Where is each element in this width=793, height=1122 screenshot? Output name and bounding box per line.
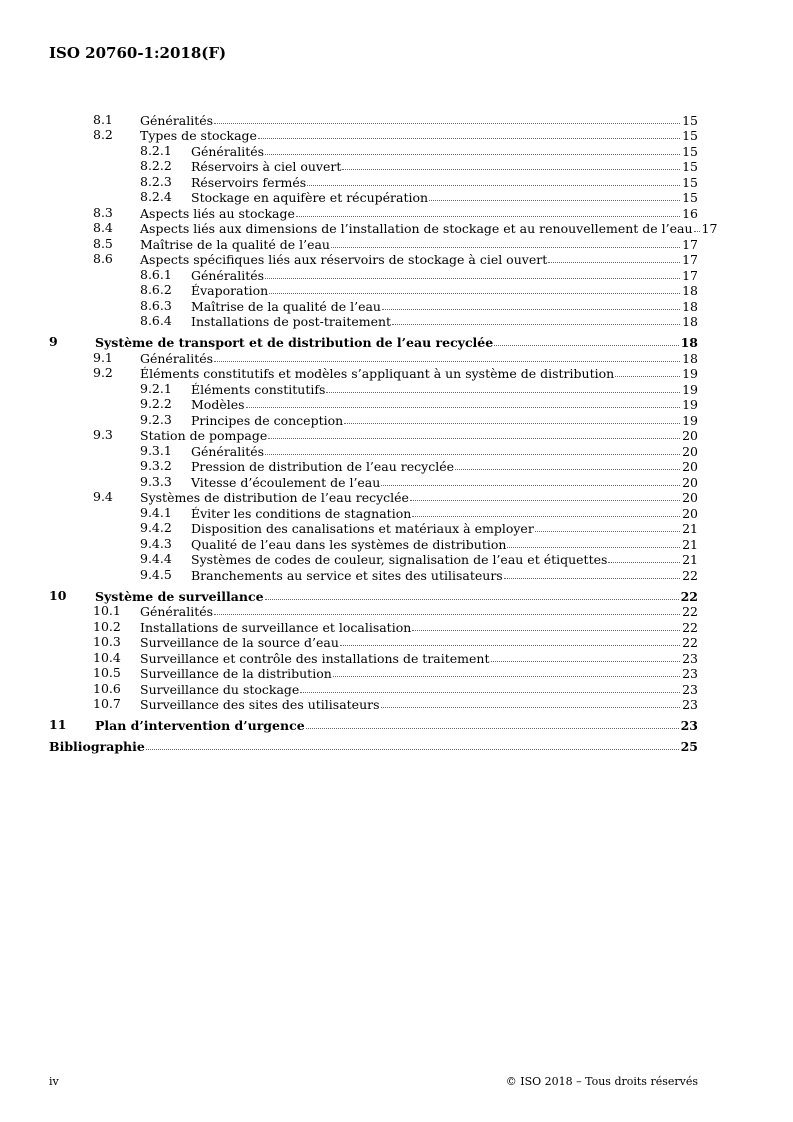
toc-entry-page: 20: [682, 459, 698, 474]
toc-entry-number: 9.2: [93, 365, 113, 380]
toc-entry-number: 9.2.2: [140, 396, 172, 411]
toc-entry-page: 25: [680, 739, 698, 754]
toc-entry-number: 8.6: [93, 251, 113, 266]
toc-entry-number: 8.6.2: [140, 282, 172, 297]
toc-leader-dots: [455, 469, 680, 470]
toc-entry[interactable]: [49, 428, 698, 444]
toc-entry-title: Système de transport et de distribution de l’eau recyclée: [95, 335, 494, 350]
toc-entry[interactable]: [49, 650, 698, 666]
toc-entry[interactable]: [49, 366, 698, 382]
toc-entry-page: 19: [682, 397, 698, 412]
toc-entry-page: 22: [682, 635, 698, 650]
toc-entry-page: 23: [682, 681, 698, 697]
toc-entry-number: 8.2: [93, 127, 113, 142]
toc-entry-number: 10.3: [93, 634, 121, 649]
toc-entry-number: 9.4.3: [140, 535, 172, 551]
toc-entry-page: 22: [682, 604, 698, 619]
toc-entry-number: 9.1: [93, 349, 113, 365]
toc-entry-page: 16: [682, 205, 698, 221]
toc-leader-dots: [333, 676, 680, 677]
toc-entry-number: 9: [49, 334, 58, 349]
toc-entry-title: Surveillance du stockage: [140, 681, 300, 697]
toc-entry-number: 8.6.1: [140, 266, 172, 282]
toc-entry-number: 8.1: [93, 111, 113, 127]
toc-entry-number: 8.6.4: [140, 313, 172, 328]
toc-entry-page: 22: [682, 619, 698, 635]
toc-entry-page: 19: [682, 381, 698, 397]
toc-entry-page: 18: [680, 335, 698, 350]
toc-entry-page: 23: [682, 697, 698, 712]
toc-entry-number: 9.4.1: [140, 504, 172, 520]
toc-entry-title: Installations de post-traitement: [191, 314, 392, 329]
toc-entry[interactable]: [49, 666, 698, 682]
toc-entry-number: 9.3.1: [140, 442, 172, 458]
toc-entry-title: Généralités: [191, 267, 265, 283]
toc-entry-number: 9.4.4: [140, 551, 172, 566]
toc-entry-page: 19: [682, 412, 698, 428]
toc-leader-dots: [146, 749, 679, 750]
toc-leader-dots: [507, 547, 680, 548]
toc-leader-dots: [258, 138, 680, 139]
toc-entry[interactable]: [49, 252, 698, 268]
toc-entry-title: Qualité de l’eau dans les systèmes de distribution: [191, 536, 507, 552]
toc-leader-dots: [381, 707, 681, 708]
toc-leader-dots: [548, 262, 680, 263]
toc-entry[interactable]: [49, 505, 698, 521]
toc-entry[interactable]: [49, 635, 698, 651]
toc-entry-page: 18: [682, 283, 698, 298]
toc-entry-number: 9.2.1: [140, 380, 172, 396]
toc-entry[interactable]: [49, 697, 698, 713]
toc-entry-title: Types de stockage: [140, 128, 257, 143]
toc-leader-dots: [392, 324, 680, 325]
toc-entry-title: Maîtrise de la qualité de l’eau: [140, 236, 330, 252]
toc-leader-dots: [412, 516, 680, 517]
toc-leader-dots: [340, 645, 680, 646]
toc-entry-number: 9.3.2: [140, 458, 172, 473]
toc-entry-number: 9.3: [93, 427, 113, 442]
toc-entry-page: 18: [682, 298, 698, 314]
toc-entry-page: 22: [680, 588, 698, 604]
toc-entry-title: Surveillance des sites des utilisateurs: [140, 697, 380, 712]
toc-entry[interactable]: [49, 490, 698, 506]
toc-entry[interactable]: [49, 619, 698, 635]
toc-entry-title: Généralités: [140, 350, 214, 366]
toc-entry-title: Éléments constitutifs: [191, 381, 326, 397]
toc-entry-page: 21: [682, 552, 698, 567]
toc-entry-page: 20: [682, 505, 698, 521]
toc-leader-dots: [296, 216, 680, 217]
toc-entry-title: Réservoirs fermés: [191, 174, 307, 190]
toc-leader-dots: [307, 185, 680, 186]
toc-entry-page: 23: [682, 650, 698, 666]
toc-entry-number: 10.4: [93, 649, 121, 665]
toc-leader-dots: [300, 692, 680, 693]
toc-leader-dots: [331, 247, 680, 248]
toc-entry[interactable]: [49, 717, 698, 733]
toc-entry-number: 8.2.3: [140, 173, 172, 189]
toc-entry-page: 15: [682, 112, 698, 128]
toc-entry-title: Stockage en aquifère et récupération: [191, 190, 429, 205]
toc-entry-page: 23: [682, 666, 698, 681]
toc-entry-number: 8.3: [93, 204, 113, 220]
toc-entry[interactable]: [49, 267, 698, 283]
toc-leader-dots: [269, 293, 680, 294]
toc-entry-title: Généralités: [191, 143, 265, 159]
toc-entry[interactable]: [49, 604, 698, 620]
toc-entry-title: Systèmes de distribution de l’eau recyclée: [140, 490, 409, 505]
toc-entry-page: 17: [701, 221, 718, 236]
toc-entry-page: 17: [682, 252, 698, 267]
toc-entry-page: 15: [682, 143, 698, 159]
toc-entry-number: 9.2.3: [140, 411, 172, 427]
toc-entry-title: Réservoirs à ciel ouvert: [191, 159, 342, 174]
toc-leader-dots: [306, 728, 679, 729]
toc-entry-number: 10.6: [93, 680, 121, 696]
toc-entry[interactable]: [49, 738, 698, 754]
toc-leader-dots: [214, 614, 680, 615]
toc-entry-title: Généralités: [140, 112, 214, 128]
toc-leader-dots: [412, 630, 680, 631]
toc-entry-page: 18: [682, 350, 698, 366]
toc-entry-title: Surveillance de la source d’eau: [140, 635, 339, 650]
toc-entry-number: 9.3.3: [140, 473, 172, 489]
toc-entry-page: 21: [682, 536, 698, 552]
footer-copyright: © ISO 2018 – Tous droits réservés: [505, 1075, 698, 1088]
toc-leader-dots: [268, 438, 680, 439]
toc-entry-title: Bibliographie: [49, 739, 145, 754]
toc-entry-title: Branchements au service et sites des utilisateurs: [191, 567, 503, 583]
toc-entry-number: 8.4: [93, 220, 113, 235]
toc-entry-page: 22: [682, 567, 698, 583]
toc-entry-number: 8.2.2: [140, 158, 172, 173]
toc-entry-number: 9.4.2: [140, 520, 172, 535]
toc-entry-title: Disposition des canalisations et matériaux à employer: [191, 521, 534, 536]
toc-entry[interactable]: [49, 190, 698, 206]
table-of-contents: [49, 111, 718, 754]
toc-leader-dots: [342, 169, 680, 170]
toc-entry-page: 20: [682, 474, 698, 490]
toc-leader-dots: [535, 531, 680, 532]
toc-entry[interactable]: [49, 283, 698, 299]
toc-leader-dots: [381, 485, 680, 486]
toc-entry-page: 18: [682, 314, 698, 329]
toc-entry-page: 21: [682, 521, 698, 536]
toc-entry-number: 11: [49, 717, 67, 732]
toc-entry-title: Aspects liés aux dimensions de l’installation de stockage et au renouvellement de l’eau: [140, 221, 693, 236]
toc-entry-number: 8.2.4: [140, 189, 172, 204]
toc-entry-number: 10.5: [93, 665, 121, 680]
toc-entry[interactable]: [49, 567, 698, 583]
toc-entry-page: 20: [682, 490, 698, 505]
toc-entry[interactable]: [49, 552, 698, 568]
toc-entry[interactable]: [49, 474, 698, 490]
toc-entry[interactable]: [49, 397, 698, 413]
toc-entry-title: Généralités: [191, 443, 265, 459]
toc-leader-dots: [608, 562, 680, 563]
toc-entry[interactable]: [49, 298, 698, 314]
toc-leader-dots: [344, 423, 680, 424]
toc-entry[interactable]: [49, 314, 698, 330]
toc-entry-page: 20: [682, 428, 698, 443]
toc-leader-dots: [265, 454, 680, 455]
toc-entry-page: 17: [682, 236, 698, 252]
toc-entry[interactable]: [49, 350, 698, 366]
toc-entry-title: Plan d’intervention d’urgence: [95, 718, 305, 733]
toc-entry[interactable]: [49, 459, 698, 475]
toc-entry-title: Généralités: [140, 604, 214, 619]
toc-leader-dots: [265, 599, 679, 600]
toc-entry-title: Éviter les conditions de stagnation: [191, 505, 412, 521]
toc-entry-title: Vitesse d’écoulement de l’eau: [191, 474, 381, 490]
toc-entry-number: 8.5: [93, 235, 113, 251]
toc-entry-title: Surveillance et contrôle des installations de traitement: [140, 650, 490, 666]
toc-entry[interactable]: [49, 205, 698, 221]
toc-entry-title: Aspects liés au stockage: [140, 205, 295, 221]
toc-entry[interactable]: [49, 112, 698, 128]
toc-entry[interactable]: [49, 536, 698, 552]
toc-entry-page: 15: [682, 128, 698, 143]
toc-entry[interactable]: [49, 334, 698, 350]
toc-entry-title: Évaporation: [191, 283, 269, 298]
toc-leader-dots: [410, 500, 680, 501]
toc-entry-number: 10: [49, 587, 67, 603]
toc-entry-page: 15: [682, 190, 698, 205]
toc-leader-dots: [326, 392, 680, 393]
toc-leader-dots: [494, 345, 678, 346]
toc-entry-page: 17: [682, 267, 698, 283]
toc-entry-number: 9.4.5: [140, 566, 172, 582]
toc-entry[interactable]: [49, 443, 698, 459]
toc-entry[interactable]: [49, 412, 698, 428]
toc-leader-dots: [694, 231, 700, 232]
toc-entry-title: Modèles: [191, 397, 245, 412]
toc-entry-title: Installations de surveillance et localisation: [140, 619, 412, 635]
toc-entry-page: 20: [682, 443, 698, 459]
toc-leader-dots: [491, 661, 681, 662]
toc-leader-dots: [246, 407, 681, 408]
toc-entry[interactable]: [49, 681, 698, 697]
toc-leader-dots: [214, 123, 680, 124]
toc-entry-page: 15: [682, 174, 698, 190]
toc-leader-dots: [615, 376, 680, 377]
toc-leader-dots: [265, 278, 680, 279]
toc-entry-title: Maîtrise de la qualité de l’eau: [191, 298, 381, 314]
toc-leader-dots: [265, 154, 680, 155]
toc-entry-page: 19: [682, 366, 698, 381]
toc-entry[interactable]: [49, 588, 698, 604]
toc-leader-dots: [382, 309, 680, 310]
toc-entry-title: Aspects spécifiques liés aux réservoirs de stockage à ciel ouvert: [140, 252, 548, 267]
toc-entry[interactable]: [49, 159, 698, 175]
footer-page-number: iv: [49, 1075, 59, 1088]
toc-entry[interactable]: [49, 521, 698, 537]
toc-entry-number: 9.4: [93, 489, 113, 504]
toc-entry[interactable]: [49, 128, 698, 144]
toc-entry-title: Éléments constitutifs et modèles s’appliquant à un système de distribution: [140, 366, 615, 381]
toc-entry[interactable]: [49, 220, 718, 237]
toc-entry-number: 10.1: [93, 603, 121, 618]
toc-leader-dots: [214, 361, 680, 362]
toc-entry-title: Pression de distribution de l’eau recyclée: [191, 459, 455, 474]
toc-entry-page: 15: [682, 159, 698, 174]
toc-entry[interactable]: [49, 143, 698, 159]
toc-entry[interactable]: [49, 236, 698, 252]
document-id: ISO 20760-1:2018(F): [49, 44, 227, 62]
toc-entry-title: Surveillance de la distribution: [140, 666, 332, 681]
toc-entry-title: Systèmes de codes de couleur, signalisation de l’eau et étiquettes: [191, 552, 608, 567]
toc-entry-title: Station de pompage: [140, 428, 268, 443]
toc-entry[interactable]: [49, 174, 698, 190]
toc-entry-number: 8.6.3: [140, 297, 172, 313]
toc-entry-title: Système de surveillance: [95, 588, 264, 604]
toc-entry-page: 23: [680, 718, 698, 733]
toc-entry-number: 10.2: [93, 618, 121, 634]
toc-entry-number: 8.2.1: [140, 142, 172, 158]
toc-leader-dots: [504, 578, 680, 579]
toc-leader-dots: [429, 200, 680, 201]
toc-entry-number: 10.7: [93, 696, 121, 711]
toc-entry-title: Principes de conception: [191, 412, 344, 428]
toc-entry[interactable]: [49, 381, 698, 397]
